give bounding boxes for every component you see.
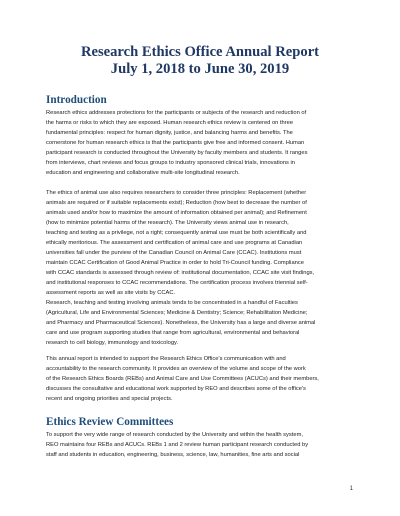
- text-line: cornerstone for human research ethics is that the participants give free and informed consent. Human: [46, 140, 305, 146]
- text-line: discusses the consultative and educational work supported by REO and describes some of the office's: [46, 386, 306, 392]
- text-line: assessment reports as well as site visits by CCAC.: [46, 290, 176, 296]
- paragraph-report-purpose: [46, 354, 366, 404]
- text-line: from interviews, chart reviews and focus groups to industry sponsored clinical trials, innovations in: [46, 160, 295, 166]
- text-line: Research, teaching and testing involving animals tends to be concentrated in a handful of Faculties: [46, 300, 298, 306]
- report-title-line-2: July 1, 2018 to June 30, 2019: [110, 61, 290, 77]
- introduction-heading: Introduction: [46, 94, 107, 106]
- text-line: the harms or risks to which they are exposed. Human research ethics review is centered on three: [46, 120, 294, 126]
- text-line: ethically meritorious. The assessment and certification of animal care and use programs at Canadian: [46, 240, 303, 246]
- text-line: (Agricultural, Life and Environmental Sciences; Medicine & Dentistry; Science; Rehabilitation Medicine;: [46, 310, 308, 316]
- text-line: The ethics of animal use also requires researchers to consider three principles: Replacement (whether: [46, 190, 307, 196]
- text-line: universities fall under the purview of the Canadian Council on Animal Care (CCAC). Institutions must: [46, 250, 302, 256]
- paragraph-animal-program: [46, 298, 366, 348]
- text-line: Research ethics addresses protections for the participants or subjects of the research and reduction of: [46, 110, 307, 116]
- text-line: This annual report is intended to support the Research Ethics Office's communication with and: [46, 356, 286, 362]
- text-line: (how to minimize potential harms of the research). The University views animal use in research,: [46, 220, 289, 226]
- text-line: education and engineering and collaborative multi-site longitudinal research.: [46, 170, 240, 176]
- text-line: REO maintains four REBs and ACUCs. REBs 1 and 2 review human participant research conducted by: [46, 442, 309, 448]
- text-line: staff and students in education, engineering, business, science, law, humanities, fine arts and social: [46, 452, 300, 458]
- text-line: recent and ongoing priorities and special projects.: [46, 396, 173, 402]
- text-line: animals used and/or how to maximize the amount of information obtained per animal); and Refinement: [46, 210, 307, 216]
- text-line: and Pharmacy and Pharmaceutical Sciences). Nonetheless, the University has a large and diverse animal: [46, 320, 316, 326]
- report-title-line-1: Research Ethics Office Annual Report: [80, 44, 320, 60]
- paragraph-animal-ethics: [46, 188, 366, 298]
- text-line: animals are required or if suitable replacements exist); Reduction (how best to decrease the number of: [46, 200, 307, 206]
- text-line: fundamental principles: respect for human dignity, justice, and balancing harms and benefits. The: [46, 130, 293, 136]
- paragraph-ethics-review: [46, 430, 366, 460]
- text-line: care and use program supporting studies that range from agricultural, environmental and behavioral: [46, 330, 300, 336]
- text-line: research to cell biology, immunology and toxicology.: [46, 340, 179, 346]
- report-title: [0, 44, 400, 78]
- page-number: 1: [349, 486, 353, 492]
- text-line: and institutional responses to CCAC recommendations. The certification process involves triennial self-: [46, 280, 308, 286]
- text-line: accountability to the research community. It provides an overview of the volume and scope of the work: [46, 366, 306, 372]
- text-line: participant research is conducted throughout the University by faculty members and students. It ranges: [46, 150, 308, 156]
- text-line: of the Research Ethics Boards (REBs) and Animal Care and Use Committees (ACUCs) and their members,: [46, 376, 319, 382]
- text-line: with CCAC standards is assessed through review of: institutional documentation, CCAC site visit findings,: [46, 270, 315, 276]
- text-line: teaching and testing as a privilege, not a right; consequently animal use must be both scientifically and: [46, 230, 307, 236]
- ethics-review-committees-heading: Ethics Review Committees: [46, 416, 174, 428]
- text-line: To support the very wide range of research conducted by the University and within the health system,: [46, 432, 303, 438]
- text-line: maintain CCAC Certification of Good Animal Practice in order to hold Tri-Council funding. Compliance: [46, 260, 304, 266]
- paragraph-research-ethics: [46, 108, 366, 178]
